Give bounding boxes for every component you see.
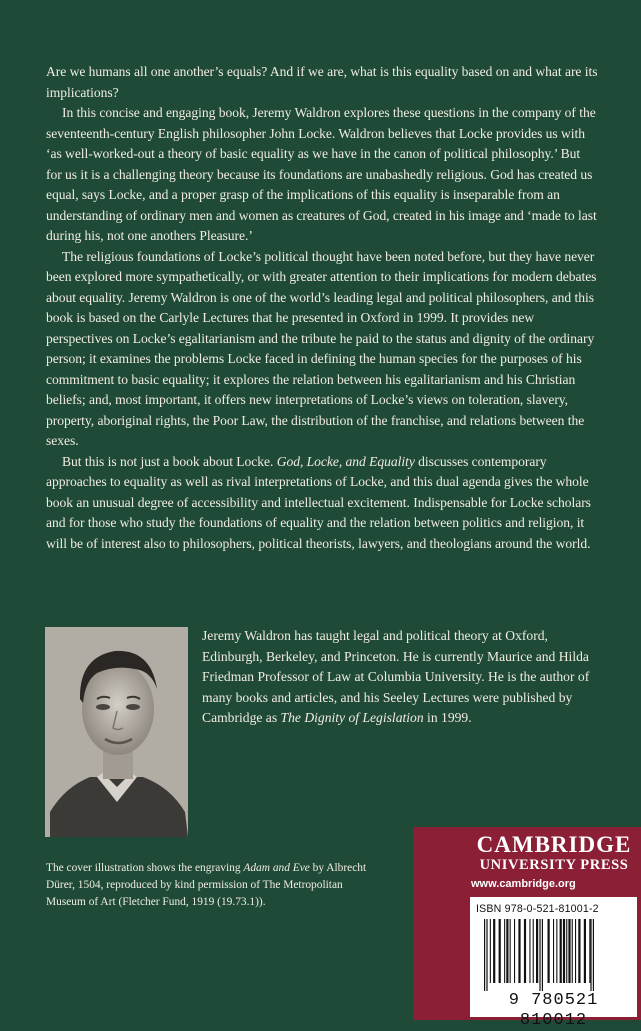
barcode-bar (529, 919, 530, 983)
barcode-guard-bar (542, 919, 543, 991)
barcode-bar (556, 919, 557, 983)
barcode-bar (518, 919, 520, 983)
barcode-bar (490, 919, 491, 983)
barcode-bar (514, 919, 515, 983)
caption-credit: by Albrecht Dürer, 1504, reproduced by kind permission of The Metropolitan Museum of Art (Fletcher Fund, 1919 (19.73.1)). (46, 862, 367, 908)
blurb-paragraph-3: The religious foundations of Locke’s political thought have been noted before, but they have never been explored more sympathetically, or with greater attention to their implications for modern debates about equality. Jeremy Waldron is one of the world’s leading legal and political philosophers, and this book is based on the Carlyle Lectures that he presented in Oxford in 1999. It provides new perspectives on Locke’s egalitarianism and the tribute he paid to the status and dignity of the ordinary person; it examines the problems Locke faced in defining the human species for the purposes of his commitment to basic equality; it explores the relation between his egalitarianism and his Christian beliefs; and, most important, it offers new interpretations of Locke’s views on toleration, slavery, property, aboriginal rights, the Poor Law, the distribution of the franchise, and relations between the sexes. (46, 248, 597, 448)
barcode-bar (589, 919, 590, 983)
barcode-bar (563, 919, 565, 983)
caption-text (46, 860, 376, 911)
barcode-bar (548, 919, 550, 983)
back-cover-blurb (46, 62, 598, 554)
engraving-title: Adam and Eve (243, 862, 310, 874)
author-bio-paragraph (202, 626, 602, 729)
barcode-guard-bar (484, 919, 485, 991)
barcode-bar (510, 919, 511, 983)
barcode-bar (506, 919, 508, 983)
barcode-guard-bar (486, 919, 487, 991)
isbn-barcode (470, 897, 637, 1030)
barcode-bar (575, 919, 576, 983)
barcode-digits: 9 780521 810012 (508, 991, 599, 1030)
blurb-paragraph-2: In this concise and engaging book, Jeremy Waldron explores these questions in the company of the seventeenth-century English philosopher John Locke. Waldron believes that Locke provides us with ‘as well-worked-out a theory of basic equality as we have in the canon of political philosophy.’ But for us it is a challenging theory because its foundations are unabashedly religious. God has created us equal, says Locke, and a proper grasp of the implications of this equality is inseparable from an understanding of ordinary men and women as creatures of God, created in his image and ‘made to last during his, not one anothers Pleasure.’ (46, 105, 597, 243)
author-photo-icon (45, 627, 188, 837)
barcode-bar (572, 919, 573, 983)
barcode-bar (560, 919, 562, 983)
publisher-url[interactable]: www.cambridge.org (471, 878, 576, 890)
bio-book-title: The Dignity of Legislation (280, 710, 424, 725)
author-bio-tail: in 1999. (423, 710, 472, 725)
author-bio-text: Jeremy Waldron has taught legal and political theory at Oxford, Edinburgh, Berkeley, and Princeton. He is currently Maurice and Hilda Friedman Professor of Law at Columbia University. He is the author of many books and articles, and his Seeley Lectures were published by Cambridge as (202, 628, 590, 725)
barcode-bar (504, 919, 505, 983)
barcode-guard-bar (593, 919, 594, 991)
barcode-bar (493, 919, 495, 983)
author-bio (202, 626, 602, 729)
barcode-bar (566, 919, 567, 983)
barcode-guard-bar (590, 919, 591, 991)
barcode-bar (578, 919, 580, 983)
barcode-bar (533, 919, 534, 983)
publisher-subtitle: UNIVERSITY PRESS (479, 857, 629, 873)
barcode-bar (568, 919, 570, 983)
blurb-p4-intro: But this is not just a book about Locke. (62, 453, 277, 469)
barcode-guard-bar (539, 919, 540, 991)
barcode-bar (536, 919, 538, 983)
publisher-name: CAMBRIDGE (476, 832, 632, 857)
blurb-paragraph-1: Are we humans all one another’s equals? And if we are, what is this equality based on and what are its implications? (46, 64, 598, 100)
caption-intro: The cover illustration shows the engraving (46, 862, 244, 874)
barcode-bar (499, 919, 501, 983)
barcode-bar (553, 919, 554, 983)
book-title: God, Locke, and Equality (276, 453, 415, 469)
isbn-label: ISBN 978-0-521-81001-2 (476, 903, 599, 915)
barcode-bar (524, 919, 526, 983)
barcode-bars (482, 919, 625, 991)
publisher-panel (413, 827, 641, 1030)
blurb-p4-body: discusses contemporary approaches to equality as well as rival interpretations of Locke, and this dual agenda gives the whole book an unusual degree of accessibility and intellectual excitement. Indispensable for Locke scholars and for those who study the foundations of equality and the relation between politics and religion, it will be of interest also to philosophers, political theorists, lawyers, and theologians around the world. (46, 453, 591, 551)
cover-illustration-caption (46, 860, 376, 911)
blurb-paragraph-4 (46, 452, 598, 555)
barcode-bar (584, 919, 586, 983)
